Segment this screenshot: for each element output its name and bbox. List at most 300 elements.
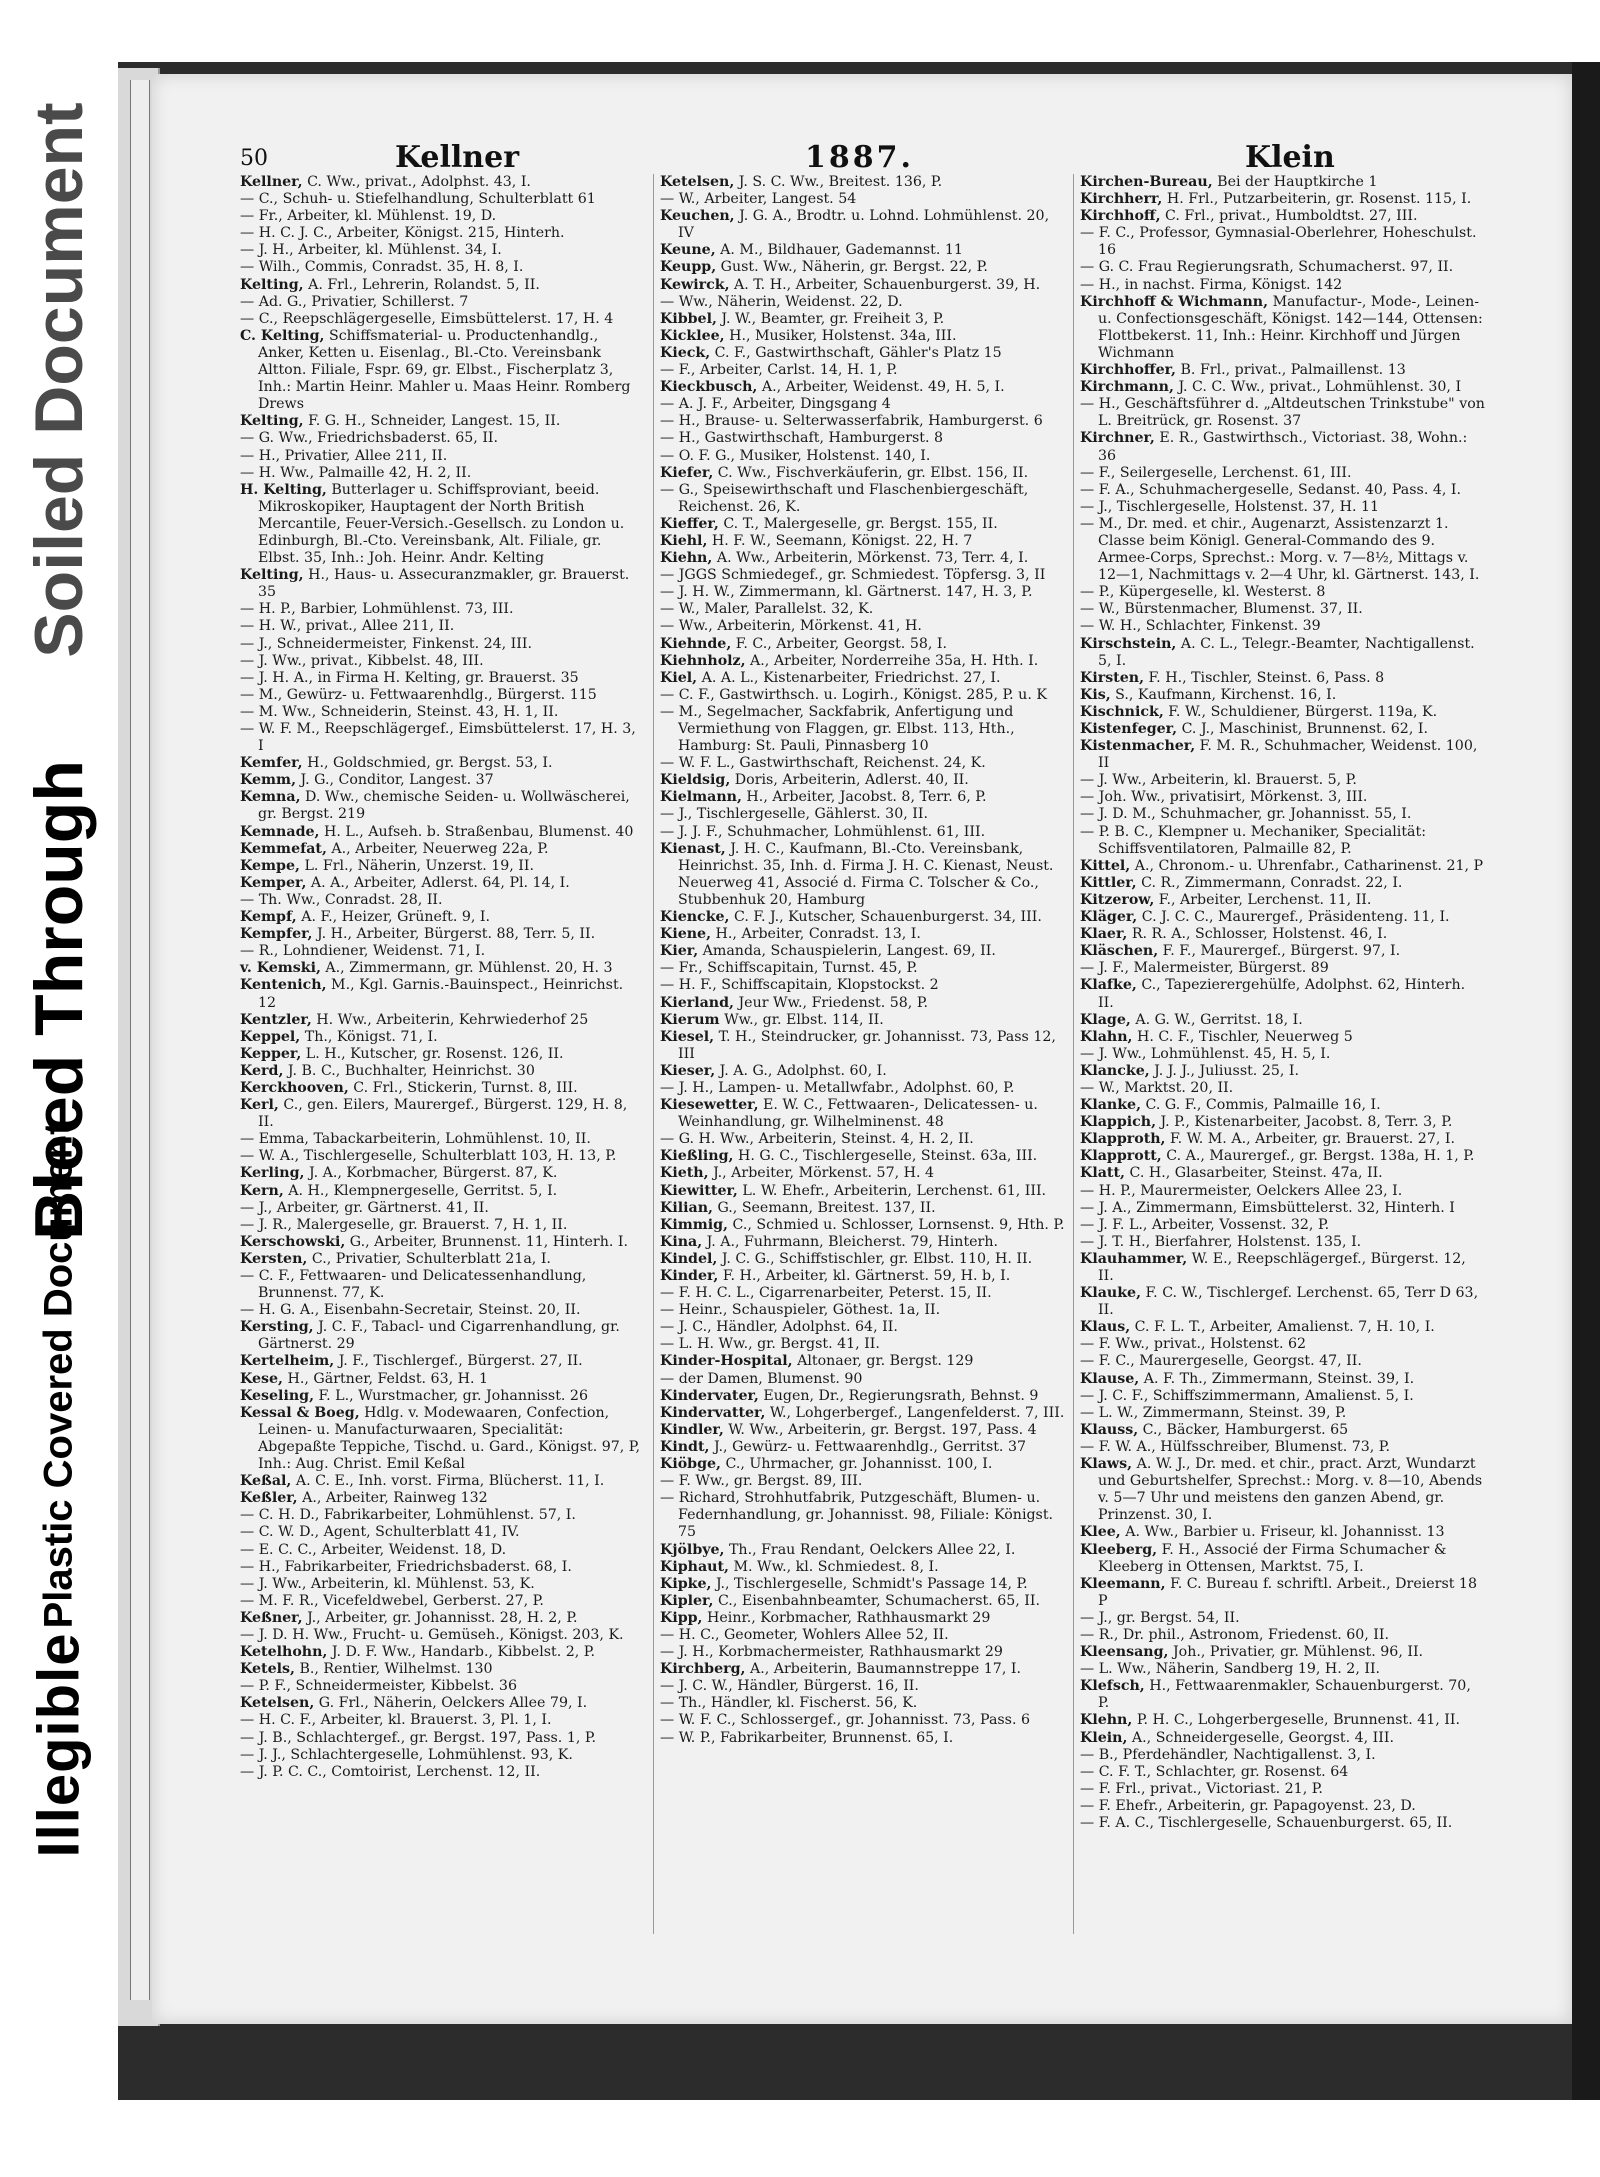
entry-surname: Kertelheim, <box>240 1353 335 1370</box>
entry-surname: Kistenmacher, <box>1080 738 1196 755</box>
directory-entry <box>240 1183 645 1200</box>
directory-entry <box>1080 1148 1485 1165</box>
entry-details: — Ad. G., Privatier, Schillerst. 7 <box>240 293 469 310</box>
entry-details: L. H., Kutscher, gr. Rosenst. 126, II. <box>301 1045 564 1062</box>
directory-entry <box>240 294 645 311</box>
directory-entry <box>660 1559 1065 1576</box>
directory-entry <box>1080 1063 1485 1080</box>
directory-entry <box>240 1302 645 1319</box>
entry-details: W., Lohgerbergef., Langenfelderst. 7, III. <box>765 1404 1065 1421</box>
directory-entry <box>660 636 1065 653</box>
directory-entry <box>1080 909 1485 926</box>
directory-entry <box>660 1593 1065 1610</box>
directory-entry <box>660 977 1065 994</box>
directory-entry <box>240 1319 645 1353</box>
entry-surname: Kieth, <box>660 1165 709 1182</box>
entry-surname: Kiehn, <box>660 550 713 567</box>
entry-surname: Keppel, <box>240 1028 301 1045</box>
directory-entry <box>660 1200 1065 1217</box>
entry-surname: Kiesewetter, <box>660 1097 759 1114</box>
directory-entry <box>240 225 645 242</box>
directory-entry <box>240 977 645 1011</box>
entry-details: J. W., Beamter, gr. Freiheit 3, P. <box>716 310 945 327</box>
entry-details: C., Bäcker, Hamburgerst. 65 <box>1138 1421 1349 1438</box>
directory-entry <box>240 1029 645 1046</box>
directory-entry <box>1080 1712 1485 1729</box>
entry-details: F. H., Arbeiter, kl. Gärtnerst. 59, H. b, I. <box>718 1268 1011 1284</box>
entry-details: — J. D. H. Ww., Frucht- u. Gemüseh., Königst. 203, K. <box>240 1626 624 1643</box>
entry-details: A., Arbeiterin, Baumannstreppe 17, I. <box>745 1661 1021 1678</box>
entry-surname: Keupp, <box>660 259 717 276</box>
entry-details: — J. T. H., Bierfahrer, Holstenst. 135, I. <box>1080 1233 1362 1250</box>
directory-entry <box>240 1524 645 1541</box>
entry-details: A. W. J., Dr. med. et chir., pract. Arzt, Wundarzt und Geburtshelfer, Sprechst.: Morg. v. 8—10, Abends v. 5—7 Uhr und meistens den ganzen Abend, gr. Prinzenst. 30, I. <box>1098 1456 1483 1524</box>
directory-entry <box>240 1080 645 1097</box>
entry-surname: Kempe, <box>240 857 300 874</box>
entry-details: A. C. L., Telegr.-Beamter, Nachtigallenst. 5, I. <box>1098 635 1475 669</box>
directory-entry <box>1080 721 1485 738</box>
entry-details: — J., Tischlergeselle, Holstenst. 37, H. 11 <box>1080 498 1380 515</box>
directory-entry <box>660 1422 1065 1439</box>
directory-entry <box>660 208 1065 242</box>
directory-entry <box>240 448 645 465</box>
entry-surname: Kittel, <box>1080 857 1131 874</box>
entry-surname: Kemper, <box>240 874 307 891</box>
directory-entry <box>240 1165 645 1182</box>
directory-entry <box>240 413 645 430</box>
entry-surname: Kiewitter, <box>660 1182 738 1199</box>
entry-surname: Keuchen, <box>660 208 735 225</box>
directory-entry <box>240 824 645 841</box>
directory-entry <box>660 242 1065 259</box>
entry-surname: Kinder, <box>660 1268 719 1284</box>
directory-entry <box>1080 482 1485 499</box>
entry-details: A. A. L., Kistenarbeiter, Friedrichst. 27, I. <box>697 669 1001 686</box>
directory-entry <box>660 1251 1065 1268</box>
entry-surname: Kierum <box>660 1011 720 1028</box>
directory-entry <box>1080 738 1485 772</box>
entry-surname: Kipler, <box>660 1592 714 1609</box>
directory-entry <box>240 1268 645 1302</box>
directory-entry <box>1080 858 1485 875</box>
directory-entry <box>240 858 645 875</box>
directory-entry <box>660 943 1065 960</box>
directory-entry <box>660 806 1065 823</box>
directory-entry <box>240 1234 645 1251</box>
directory-entry <box>660 1353 1065 1370</box>
entry-surname: Kittler, <box>1080 874 1137 891</box>
entry-details: J. A., Korbmacher, Bürgerst. 87, K. <box>304 1165 558 1182</box>
entry-surname: Kieck, <box>660 344 711 361</box>
directory-entry <box>1080 465 1485 482</box>
directory-entry <box>660 413 1065 430</box>
entry-surname: Klehn, <box>1080 1712 1133 1729</box>
entry-details: — F. W. A., Hülfsschreiber, Blumenst. 73, P. <box>1080 1438 1390 1455</box>
directory-entry <box>660 1610 1065 1627</box>
directory-entry <box>660 926 1065 943</box>
entry-details: — H. W., privat., Allee 211, II. <box>240 618 455 635</box>
directory-entry <box>1080 1798 1485 1815</box>
entry-details: Altonaer, gr. Bergst. 129 <box>792 1353 974 1370</box>
entry-details: — der Damen, Blumenst. 90 <box>660 1370 863 1387</box>
directory-entry <box>660 1165 1065 1182</box>
right-binding-shadow <box>1572 62 1600 2100</box>
directory-entry <box>660 789 1065 806</box>
directory-entry <box>1080 1012 1485 1029</box>
directory-entry <box>1080 1217 1485 1234</box>
entry-details: F. C. W., Tischlergef. Lerchenst. 65, Terr D 63, II. <box>1098 1285 1479 1319</box>
entry-details: — W., Maler, Parallelst. 32, K. <box>660 601 874 618</box>
entry-surname: Kistenfeger, <box>1080 721 1178 737</box>
directory-entry <box>660 1661 1065 1678</box>
entry-details: — Richard, Strohhutfabrik, Putzgeschäft, Blumen- u. Federnhandlung, gr. Johannisst. 98, Filiale: Königst. 75 <box>660 1490 1054 1541</box>
entry-details: F. L., Wurstmacher, gr. Johannisst. 26 <box>314 1387 588 1404</box>
entry-details: — H., Gastwirthschaft, Hamburgerst. 8 <box>660 430 944 447</box>
entry-details: H. Frl., Putzarbeiterin, gr. Rosenst. 115, I. <box>1162 191 1472 208</box>
entry-details: M. Ww., kl. Schmiedest. 8, I. <box>728 1558 939 1575</box>
entry-details: G., Seemann, Breitest. 137, II. <box>712 1199 936 1216</box>
directory-entry <box>1080 1131 1485 1148</box>
entry-surname: Kleemann, <box>1080 1575 1166 1592</box>
entry-surname: Kerd, <box>240 1062 284 1079</box>
entry-details: — F. Ww., privat., Holstenst. 62 <box>1080 1336 1307 1353</box>
entry-details: J. B. C., Buchhalter, Heinrichst. 30 <box>283 1062 535 1079</box>
entry-details: — A. J. F., Arbeiter, Dingsgang 4 <box>660 396 891 413</box>
entry-details: C. Frl., Stickerin, Turnst. 8, III. <box>348 1079 578 1096</box>
directory-entry <box>660 670 1065 687</box>
entry-surname: Kilian, <box>660 1199 713 1216</box>
directory-entry <box>1080 1764 1485 1781</box>
entry-details: Joh., Privatier, gr. Mühlenst. 96, II. <box>1168 1644 1424 1661</box>
entry-surname: Klanke, <box>1080 1097 1142 1114</box>
entry-details: — J., Schneidermeister, Finkenst. 24, III. <box>240 635 532 652</box>
directory-entry <box>1080 208 1485 225</box>
directory-entry <box>240 636 645 653</box>
directory-entry <box>240 892 645 909</box>
directory-entry <box>240 721 645 755</box>
entry-details: — J. D. M., Schuhmacher, gr. Johannisst. 55, I. <box>1080 806 1412 823</box>
entry-details: — J. Ww., Arbeiterin, kl. Brauerst. 5, P. <box>1080 772 1357 789</box>
entry-details: — P. B. C., Klempner u. Mechaniker, Specialität: Schiffsventilatoren, Palmaille 82, P. <box>1080 823 1426 857</box>
directory-entry <box>240 311 645 328</box>
directory-entry <box>1080 892 1485 909</box>
entry-surname: Klatt, <box>1080 1165 1125 1182</box>
directory-entry <box>1080 277 1485 294</box>
entry-surname: Kemnade, <box>240 823 320 840</box>
directory-entry <box>660 1131 1065 1148</box>
directory-entry <box>660 1217 1065 1234</box>
entry-details: C., Tapezierergehülfe, Adolphst. 62, Hinterh. II. <box>1098 977 1466 1011</box>
entry-details: C. F. L. T., Arbeiter, Amalienst. 7, H. 10, I. <box>1130 1319 1435 1336</box>
entry-details: — F. A., Schuhmachergeselle, Sedanst. 40, Pass. 4, I. <box>1080 481 1461 498</box>
entry-details: F. F., Maurergef., Bürgerst. 97, I. <box>1158 943 1401 960</box>
entry-details: — F., Seilergeselle, Lerchenst. 61, III. <box>1080 464 1352 481</box>
entry-details: Hdlg. v. Modewaaren, Confection, Leinen- u. Manufacturwaaren, Specialität: Abgepaßte Teppiche, Tischd. u. Gard., Königst. 97, P, Inh.: Aug. Christ. Emil Keßal <box>258 1404 640 1473</box>
directory-entry <box>1080 1114 1485 1131</box>
directory-entry <box>1080 601 1485 618</box>
directory-entry <box>660 704 1065 755</box>
directory-entry <box>240 1559 645 1576</box>
entry-details: A. G. W., Gerritst. 18, I. <box>1130 1011 1303 1028</box>
entry-surname: Kewirck, <box>660 276 730 293</box>
entry-details: C., Schmied u. Schlosser, Lornsenst. 9, Hth. P. <box>728 1216 1065 1233</box>
directory-entry <box>660 995 1065 1012</box>
directory-entry <box>660 1730 1065 1747</box>
directory-entry <box>660 430 1065 447</box>
entry-surname: Kemfer, <box>240 755 303 772</box>
entry-details: — J. H., Lampen- u. Metallwfabr., Adolphst. 60, P. <box>660 1079 1015 1096</box>
entry-details: H., Arbeiter, Conradst. 13, I. <box>711 926 921 943</box>
entry-surname: Kibbel, <box>660 310 717 327</box>
entry-details: A. F. Th., Zimmermann, Steinst. 39, I. <box>1139 1370 1415 1387</box>
entry-surname: Kemmefat, <box>240 840 327 857</box>
entry-surname: Keseling, <box>240 1387 315 1404</box>
directory-entry <box>660 1183 1065 1200</box>
directory-entry <box>240 926 645 943</box>
entry-surname: Klaus, <box>1080 1319 1131 1336</box>
entry-details: — J. Ww., Arbeiterin, kl. Mühlenst. 53, K. <box>240 1575 535 1592</box>
entry-details: F. C., Arbeiter, Georgst. 58, I. <box>731 635 948 652</box>
entry-details: C., Uhrmacher, gr. Johannisst. 100, I. <box>721 1456 993 1473</box>
directory-entry <box>660 465 1065 482</box>
entry-details: F. C. Bureau f. schriftl. Arbeit., Dreierst 18 P <box>1098 1575 1477 1609</box>
entry-surname: Kiel, <box>660 669 698 686</box>
directory-entry <box>660 1285 1065 1302</box>
entry-details: — F. H. C. L., Cigarrenarbeiter, Peterst. 15, II. <box>660 1285 992 1302</box>
entry-details: A. A., Arbeiter, Adlerst. 64, Pl. 14, I. <box>306 874 570 891</box>
entry-surname: Kirchmann, <box>1080 379 1174 396</box>
directory-entry <box>660 1388 1065 1405</box>
directory-entry <box>1080 772 1485 789</box>
entry-details: — W. H., Schlachter, Finkenst. 39 <box>1080 618 1321 635</box>
directory-entry <box>240 704 645 721</box>
entry-details: A., Schneidergeselle, Georgst. 4, III. <box>1127 1729 1394 1746</box>
entry-details: A., Arbeiter, Norderreihe 35a, H. Hth. I. <box>745 652 1039 669</box>
directory-entry <box>240 1371 645 1388</box>
directory-entry <box>1080 499 1485 516</box>
entry-details: — G. Ww., Friedrichsbaderst. 65, II. <box>240 430 499 447</box>
entry-details: — C. F., Fettwaaren- und Delicatessenhandlung, Brunnenst. 77, K. <box>240 1268 587 1302</box>
entry-details: — J., Arbeiter, gr. Gärtnerst. 41, II. <box>240 1199 489 1216</box>
directory-entry <box>1080 1610 1485 1627</box>
directory-entry <box>1080 806 1485 823</box>
directory-entry <box>1080 1251 1485 1285</box>
entry-surname: Kerl, <box>240 1097 279 1114</box>
entry-surname: Kläschen, <box>1080 943 1159 960</box>
directory-entry <box>660 653 1065 670</box>
entry-details: Ww., gr. Elbst. 114, II. <box>719 1011 884 1028</box>
label-soiled: Soiled Document <box>21 102 97 658</box>
directory-entry <box>240 909 645 926</box>
entry-surname: Klapprott, <box>1080 1148 1162 1165</box>
entry-details: — C., Schuh- u. Stiefelhandlung, Schulterblatt 61 <box>240 191 596 208</box>
entry-surname: Kitzerow, <box>1080 891 1155 908</box>
entry-surname: H. Kelting, <box>240 481 327 498</box>
entry-details: C. Ww., Fischverkäuferin, gr. Elbst. 156, II. <box>713 464 1029 481</box>
entry-surname: Kirchen-Bureau, <box>1080 174 1213 190</box>
directory-entry <box>240 1695 645 1712</box>
entry-details: H., Gärtner, Feldst. 63, H. 1 <box>283 1370 489 1387</box>
entry-details: J., Arbeiter, Mörkenst. 57, H. 4 <box>708 1165 935 1182</box>
directory-entry <box>660 1336 1065 1353</box>
entry-details: — P., Küpergeselle, kl. Westerst. 8 <box>1080 584 1326 601</box>
directory-entry <box>660 448 1065 465</box>
entry-details: F. G. H., Schneider, Langest. 15, II. <box>303 413 561 430</box>
entry-details: Gust. Ww., Näherin, gr. Bergst. 22, P. <box>716 259 988 276</box>
entry-surname: Kemm, <box>240 772 297 789</box>
entry-details: Doris, Arbeiterin, Adlerst. 40, II. <box>730 772 969 789</box>
entry-details: A. Ww., Barbier u. Friseur, kl. Johannisst. 13 <box>1120 1524 1445 1541</box>
entry-details: H., Fettwaarenmakler, Schauenburgerst. 70, P. <box>1098 1678 1471 1712</box>
entry-details: — H. P., Barbier, Lohmühlenst. 73, III. <box>240 601 514 618</box>
directory-entry <box>240 875 645 892</box>
entry-details: — L. Ww., Näherin, Sandberg 19, H. 2, II. <box>1080 1661 1381 1678</box>
directory-entry <box>240 465 645 482</box>
entry-details: — F. C., Professor, Gymnasial-Oberlehrer, Hoheschulst. 16 <box>1080 225 1477 259</box>
entry-details: M., Kgl. Garnis.-Bauinspect., Heinrichst. 12 <box>258 977 624 1011</box>
entry-details: W. E., Reepschlägergef., Bürgerst. 12, II. <box>1098 1250 1466 1284</box>
directory-entry <box>660 567 1065 584</box>
directory-column-1 <box>240 174 645 1781</box>
directory-entry <box>1080 294 1485 362</box>
entry-details: J. D. F. Ww., Handarb., Kibbelst. 2, P. <box>327 1644 595 1661</box>
entry-details: — Th. Ww., Conradst. 28, II. <box>240 891 443 908</box>
entry-details: Butterlager u. Schiffsproviant, beeid. Mikroskopiker, Hauptagent der North British Mercantile, Feuer-Versich.-Gesellsch. zu London u. Edinburgh, Bl.-Cto. Vereinsbank, Alt. Filiale, gr. Elbst. 35, Inh.: Joh. Heinr. Andr. Kelting <box>258 481 625 567</box>
entry-details: — Ww., Arbeiterin, Mörkenst. 41, H. <box>660 618 922 635</box>
entry-surname: Kelting, <box>240 413 304 430</box>
directory-entry <box>240 1405 645 1473</box>
entry-surname: Kerckhooven, <box>240 1079 349 1096</box>
entry-surname: Kleeberg, <box>1080 1541 1158 1558</box>
directory-entry <box>660 533 1065 550</box>
directory-entry <box>240 1473 645 1490</box>
directory-entry <box>660 1576 1065 1593</box>
entry-details: — W. F. C., Schlossergef., gr. Johannisst. 73, Pass. 6 <box>660 1712 1031 1729</box>
directory-entry <box>1080 1285 1485 1319</box>
directory-entry <box>240 242 645 259</box>
directory-entry <box>240 1353 645 1370</box>
directory-entry <box>240 755 645 772</box>
entry-details: — J. H. W., Zimmermann, kl. Gärtnerst. 147, H. 3, P. <box>660 584 1033 601</box>
entry-details: J. H. C., Kaufmann, Bl.-Cto. Vereinsbank, Heinrichst. 35, Inh. d. Firma J. H. C. Kienast, Neust. Neuerweg 41, Associé d. Firma C. Tolscher & Co., Stubbenhuk 20, Hamburg <box>678 840 1054 908</box>
directory-entry <box>1080 1542 1485 1576</box>
directory-entry <box>660 516 1065 533</box>
entry-details: — H. F., Schiffscapitain, Klopstockst. 2 <box>660 977 939 994</box>
entry-details: B., Rentier, Wilhelmst. 130 <box>294 1661 493 1678</box>
entry-details: — H. C. J. C., Arbeiter, Königst. 215, Hinterh. <box>240 225 565 242</box>
entry-surname: Kiesel, <box>660 1028 715 1045</box>
entry-details: — G. C. Frau Regierungsrath, Schumacherst. 97, II. <box>1080 259 1454 276</box>
directory-entry <box>240 1388 645 1405</box>
directory-entry <box>1080 1456 1485 1524</box>
directory-entry <box>1080 1747 1485 1764</box>
entry-surname: Kempf, <box>240 909 297 926</box>
entry-details: — C. W. D., Agent, Schulterblatt 41, IV. <box>240 1524 520 1541</box>
entry-details: A., Arbeiter, Neuerweg 22a, P. <box>326 840 549 857</box>
entry-surname: Kiphaut, <box>660 1558 729 1575</box>
entry-details: — J. B., Schlachtergef., gr. Bergst. 197, Pass. 1, P. <box>240 1729 597 1746</box>
directory-entry <box>1080 1576 1485 1610</box>
directory-entry <box>1080 1371 1485 1388</box>
entry-details: H., Haus- u. Assecuranzmakler, gr. Brauerst. 35 <box>258 567 630 601</box>
entry-surname: Kindel, <box>660 1250 718 1267</box>
directory-entry <box>240 430 645 447</box>
entry-details: — M., Segelmacher, Sackfabrik, Anfertigung und Vermiethung von Flaggen, gr. Elbst. 113, Hth., Hamburg: St. Pauli, Pinnasberg 10 <box>660 703 1015 755</box>
entry-details: J., Arbeiter, gr. Johannisst. 28, H. 2, P. <box>302 1609 578 1626</box>
entry-surname: Kicklee, <box>660 327 725 344</box>
entry-surname: Klause, <box>1080 1370 1140 1387</box>
entry-details: — H. Ww., Palmaille 42, H. 2, II. <box>240 464 472 481</box>
directory-entry <box>240 1730 645 1747</box>
directory-entry <box>660 584 1065 601</box>
directory-entry <box>660 174 1065 191</box>
entry-surname: Kese, <box>240 1370 283 1387</box>
entry-surname: Keßal, <box>240 1473 292 1490</box>
directory-entry <box>1080 1405 1485 1422</box>
entry-surname: Kirsten, <box>1080 669 1145 686</box>
directory-entry <box>1080 1388 1485 1405</box>
entry-details: — M., Gewürz- u. Fettwaarenhdlg., Bürgerst. 115 <box>240 686 597 703</box>
directory-entry <box>1080 1336 1485 1353</box>
entry-details: — P. F., Schneidermeister, Kibbelst. 36 <box>240 1678 517 1695</box>
entry-surname: Kieckbusch, <box>660 379 758 396</box>
entry-details: J. C. F., Tabacl- und Cigarrenhandlung, gr. Gärtnerst. 29 <box>258 1319 620 1353</box>
entry-details: H. C. F., Tischler, Neuerweg 5 <box>1132 1028 1353 1045</box>
directory-entry <box>660 1439 1065 1456</box>
entry-details: C. J. C. C., Maurergef., Präsidenteng. 11, I. <box>1137 909 1450 926</box>
entry-details: — H. C., Geometer, Wohlers Allee 52, II. <box>660 1626 949 1643</box>
entry-details: E. W. C., Fettwaaren-, Delicatessen- u. Weinhandlung, gr. Wilhelminenst. 48 <box>678 1097 1038 1131</box>
directory-entry <box>240 208 645 225</box>
entry-surname: Kiehnde, <box>660 635 732 652</box>
directory-entry <box>660 311 1065 328</box>
directory-entry <box>660 328 1065 345</box>
entry-details: — W. F. L., Gastwirthschaft, Reichenst. 24, K. <box>660 755 986 772</box>
directory-entry <box>1080 824 1485 858</box>
entry-details: J. G. A., Brodtr. u. Lohnd. Lohmühlenst. 20, IV <box>678 208 1050 242</box>
entry-details: F. W., Schuldiener, Bürgerst. 119a, K. <box>1163 703 1438 720</box>
directory-entry <box>240 1063 645 1080</box>
directory-entry <box>660 1097 1065 1131</box>
entry-details: Th., Frau Rendant, Oelckers Allee 22, I. <box>724 1541 1016 1558</box>
entry-details: — Ww., Näherin, Weidenst. 22, D. <box>660 293 903 310</box>
entry-surname: Kipke, <box>660 1575 712 1592</box>
directory-entry <box>660 379 1065 396</box>
directory-entry <box>1080 1730 1485 1747</box>
entry-details: J. J. J., Juliusst. 25, I. <box>1149 1062 1300 1079</box>
entry-details: C. A., Maurergef., gr. Bergst. 138a, H. 1, P. <box>1161 1148 1475 1165</box>
column-divider <box>1073 174 1074 1934</box>
entry-surname: Ketelsen, <box>240 1695 315 1712</box>
directory-entry <box>240 1097 645 1131</box>
entry-surname: Klage, <box>1080 1011 1131 1028</box>
directory-entry <box>660 1012 1065 1029</box>
entry-surname: Kirchberg, <box>660 1661 746 1678</box>
entry-details: C. F. J., Kutscher, Schauenburgerst. 34, III. <box>729 909 1042 926</box>
entry-details: C. R., Zimmermann, Conradst. 22, I. <box>1136 874 1403 891</box>
entry-surname: Kinder-Hospital, <box>660 1353 793 1370</box>
entry-surname: Kierland, <box>660 994 734 1011</box>
directory-entry <box>240 482 645 567</box>
entry-surname: Kießling, <box>660 1148 734 1165</box>
directory-entry <box>240 618 645 635</box>
entry-details: H. Ww., Arbeiterin, Kehrwiederhof 25 <box>311 1011 589 1028</box>
entry-surname: Klancke, <box>1080 1062 1150 1079</box>
directory-entry <box>1080 1234 1485 1251</box>
entry-details: — H. C. F., Arbeiter, kl. Brauerst. 3, Pl. 1, I. <box>240 1712 552 1729</box>
entry-details: J. F., Tischlergef., Bürgerst. 27, II. <box>334 1353 583 1370</box>
directory-entry <box>1080 1781 1485 1798</box>
